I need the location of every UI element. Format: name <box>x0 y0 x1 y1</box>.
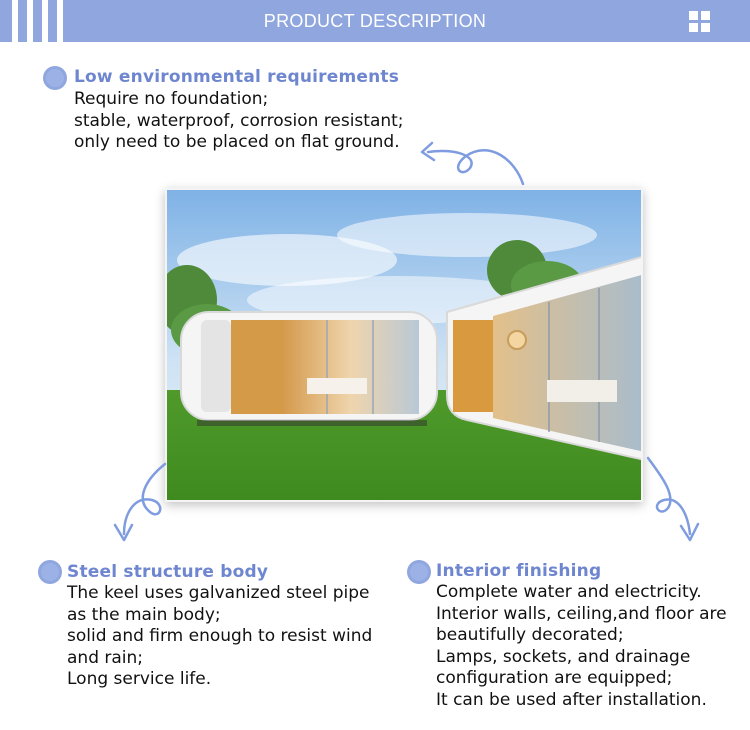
text-line: Interior walls, ceiling,and floor are <box>436 603 727 624</box>
header-bar <box>0 0 750 42</box>
text-line: Complete water and electricity. <box>436 582 702 602</box>
product-photo <box>165 188 643 502</box>
text-line: configuration are equipped; <box>436 668 673 688</box>
text-line: and rain; <box>67 647 144 668</box>
capsule-house-image <box>167 190 643 502</box>
section-bullet <box>43 66 67 90</box>
arrow-top <box>428 150 523 184</box>
text-line: as the main body; <box>67 604 221 625</box>
interior-text <box>436 582 727 711</box>
arrow-left <box>124 464 165 534</box>
grid-icon[interactable] <box>689 11 710 32</box>
environment-text <box>74 89 404 154</box>
text-line: beautifully decorated; <box>436 625 624 645</box>
text-line: Long service life. <box>67 669 212 689</box>
section-bullet <box>38 560 62 584</box>
text-line: solid and firm enough to resist wind <box>67 626 373 646</box>
arrow-right <box>648 458 690 534</box>
steel-text <box>67 583 372 691</box>
text-line: The keel uses galvanized steel pipe <box>67 583 370 603</box>
section-bullet <box>407 560 431 584</box>
text-line: Lamps, sockets, and drainage <box>436 646 691 667</box>
steel-heading: Steel structure body <box>67 562 269 582</box>
text-line: only need to be placed on flat ground. <box>74 132 400 152</box>
text-line: It can be used after installation. <box>436 689 707 710</box>
environment-heading: Low environmental requirements <box>74 67 400 87</box>
text-line: stable, waterproof, corrosion resistant; <box>74 110 404 131</box>
text-line: Require no foundation; <box>74 89 269 109</box>
page-title: PRODUCT DESCRIPTION <box>263 11 487 31</box>
interior-heading: Interior finishing <box>436 561 602 581</box>
